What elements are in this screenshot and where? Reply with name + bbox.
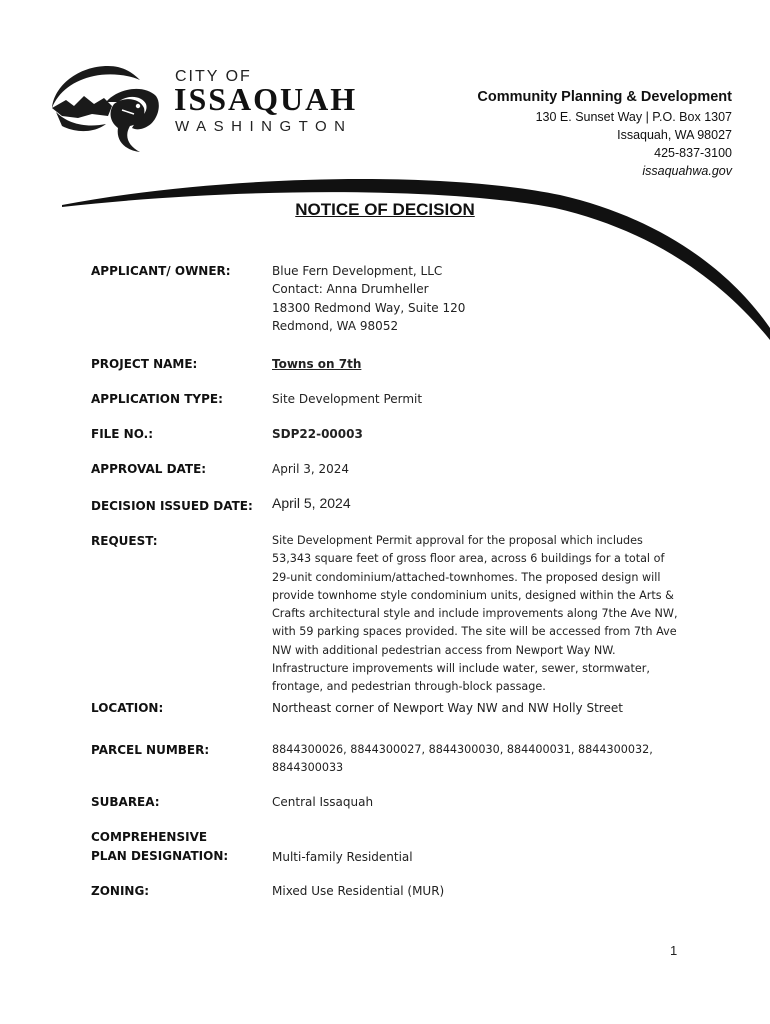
department-name: Community Planning & Development [477, 89, 732, 105]
parcel-number-value [272, 741, 692, 778]
location-value: Northeast corner of Newport Way NW and NW Holly Street [272, 701, 623, 715]
file-no-value: SDP22-00003 [272, 427, 363, 441]
request-line: 29-unit condominium/attached-townhomes. The proposed design will [272, 570, 661, 584]
request-line: Infrastructure improvements will include water, sewer, stormwater, [272, 662, 650, 676]
approval-date-label: APPROVAL DATE: [91, 462, 207, 476]
comprehensive-plan-label [91, 828, 266, 866]
request-line: 53,343 square feet of gross floor area, across 6 buildings for a total of [272, 552, 665, 566]
zoning-label: ZONING: [91, 884, 150, 898]
project-name-label: PROJECT NAME: [91, 357, 198, 371]
location-label: LOCATION: [91, 701, 164, 715]
street-address: 130 E. Sunset Way | P.O. Box 1307 [535, 110, 732, 124]
decision-issued-date-label: DECISION ISSUED DATE: [91, 499, 253, 513]
page-number: 1 [670, 943, 678, 958]
parcel-number-line: 8844300033 [272, 761, 344, 775]
city-state-zip: Issaquah, WA 98027 [617, 128, 732, 142]
project-name-value: Towns on 7th [272, 357, 362, 371]
subarea-value: Central Issaquah [272, 795, 374, 809]
subarea-label: SUBAREA: [91, 795, 160, 809]
request-line: provide townhome style condominium units, designed within the Arts & [272, 588, 674, 602]
request-label: REQUEST: [91, 534, 158, 548]
file-no-label: FILE NO.: [91, 427, 154, 441]
application-type-value: Site Development Permit [272, 392, 423, 406]
application-type-label: APPLICATION TYPE: [91, 392, 223, 406]
parcel-number-line: 8844300026, 8844300027, 8844300030, 884400031, 8844300032, [272, 743, 653, 756]
logo-state-text: WASHINGTON [175, 118, 353, 135]
request-line: Site Development Permit approval for the proposal which includes [272, 534, 643, 547]
applicant-value [272, 262, 692, 335]
comprehensive-plan-label-line: COMPREHENSIVE [91, 830, 208, 844]
applicant-label: APPLICANT/ OWNER: [91, 264, 231, 278]
request-value [272, 532, 692, 697]
logo-city-of-text: CITY OF [175, 68, 252, 85]
applicant-line: 18300 Redmond Way, Suite 120 [272, 300, 466, 315]
applicant-line: Blue Fern Development, LLC [272, 264, 443, 278]
decision-issued-date-value: April 5, 2024 [272, 495, 351, 511]
request-line: frontage, and pedestrian through-block passage. [272, 680, 546, 694]
comprehensive-plan-value: Multi-family Residential [272, 850, 413, 864]
request-line: NW with additional pedestrian access from Newport Way NW. [272, 643, 616, 657]
document-title: NOTICE OF DECISION [295, 200, 475, 219]
applicant-line: Redmond, WA 98052 [272, 318, 399, 333]
city-logo [48, 62, 358, 158]
request-line: with 59 parking spaces provided. The site will be accessed from 7th Ave [272, 625, 677, 639]
applicant-line: Contact: Anna Drumheller [272, 282, 429, 297]
website-link[interactable]: issaquahwa.gov [642, 164, 732, 178]
salmon-and-mountain-emblem-icon [48, 62, 168, 158]
phone-number: 425-837-3100 [654, 146, 732, 160]
approval-date-value: April 3, 2024 [272, 462, 350, 476]
comprehensive-plan-label-line: PLAN DESIGNATION: [91, 849, 229, 863]
request-line: Crafts architectural style and include improvements along 7the Ave NW, [272, 607, 678, 621]
zoning-value: Mixed Use Residential (MUR) [272, 884, 445, 898]
logo-city-name: ISSAQUAH [174, 81, 358, 117]
parcel-number-label: PARCEL NUMBER: [91, 743, 210, 757]
